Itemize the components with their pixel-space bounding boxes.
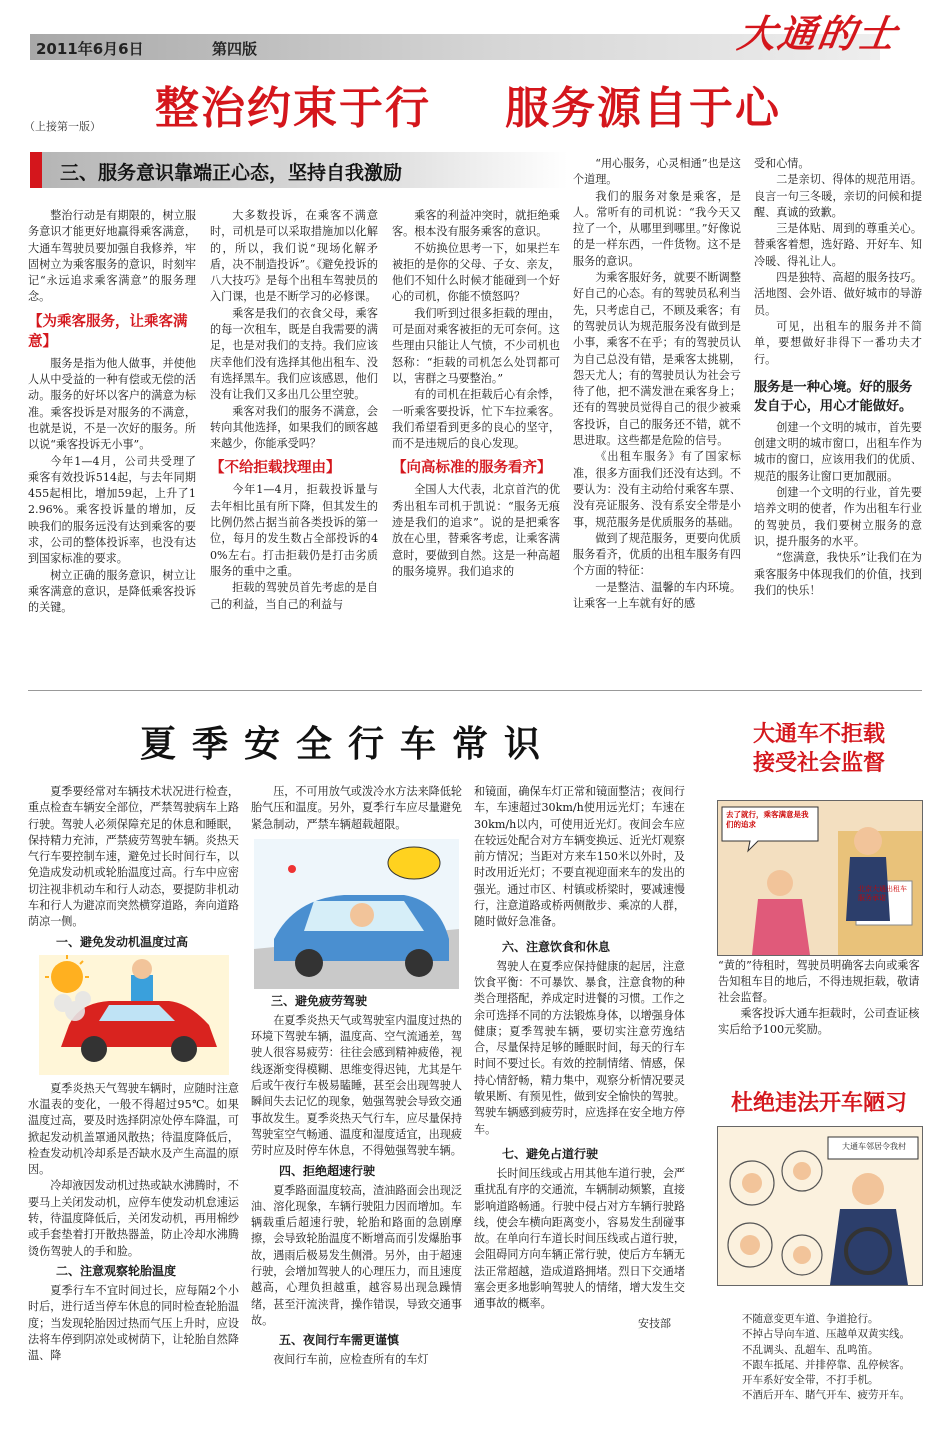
headline-left: 整治约束于行 bbox=[155, 83, 431, 134]
paragraph: 驾驶人在夏季应保持健康的起居，注意饮食平衡：不可暴饮、暴食，注意食物的种类合理搭配，养成定时进餐的习惯。工作之余可选择不同的方法锻炼身体，以增强身体健康；夏季驾驶车辆，要切实注意劳逸结合，尽量保持足够的睡眠时间，每天的行车时间不要过长。有效的控制情绪、情感，保持心情舒畅，精力集中，观察分析情况要灵敏果断、有预见性，做到安全愉快的驾驶。驾驶车辆感到疲劳时，应选择在安全地方停车。 bbox=[474, 959, 685, 1136]
paragraph: 为乘客服好务，就要不断调整好自己的心态。有的驾驶员私利当先，只考虑自己，不顾及乘客；有的驾驶员认为规范服务没有做到是小事，乘客不在乎；有的驾驶员认为自己总没有错，是乘客太挑剔，怨天尤人；有的驾驶员认为社会亏待了他，把不满发泄在乘客身上；还有的驾驶员觉得自己的很少被乘客投诉，自己的服务还不错，就不思进取。这些都是危险的信号。 bbox=[573, 271, 741, 448]
paragraph: “您满意，我快乐”让我们在为乘客服务中体现我们的价值，找到我们的快乐！ bbox=[754, 551, 922, 597]
section-title: 三、服务意识靠端正心态，坚持自我激励 bbox=[60, 162, 403, 184]
person-head bbox=[132, 959, 152, 979]
paragraph: 和镜面，确保车灯正常和镜面整洁；夜间行车，车速超过30km/h使用远光灯；车速在30km/h以内，可使用近光灯。夜间会车应在较远处配合对方车辆变换远、近光灯观察前方情况；当距对方来车150米以外时，及时改用近光灯；不要直视迎面来车的发出的强光。通过市区、村镇或桥梁时，要减速慢行，注意道路或桥两侧散步、乘凉的人群，随时做好急准备。 bbox=[474, 785, 685, 929]
paragraph: 在夏季炎热天气或驾驶室内温度过热的环境下驾驶车辆，温度高、空气流通差，驾驶人很容易疲劳：往往会感到精神疲倦，视线逐渐变得模糊、思维变得迟钝，尤其是午后或午夜行车极易瞌睡，甚至会出现驾驶人瞬间失去记忆的现象，勉强驾驶会导致交通事故发生。夏季炎热天气行车，应尽量保持驾驶室空气畅通、温度和湿度适宜，出现疲劳时应及时停车休息，不得勉强驾驶车辆。 bbox=[251, 1013, 462, 1158]
paragraph: 夜间行车前，应检查所有的车灯 bbox=[273, 1353, 429, 1367]
paragraph: 压，不可用放气或泼冷水方法来降低轮胎气压和温度。另外，夏季行车应尽量避免紧急制动，严禁车辆超载超限。 bbox=[251, 785, 462, 831]
article1-column-4 bbox=[573, 156, 741, 668]
rule-item: 开车系好安全带，不打手机。 bbox=[742, 1374, 879, 1387]
rule-item: 不随意变更车道、争道抢行。 bbox=[742, 1313, 879, 1325]
paragraph: 夏季要经常对车辆技术状况进行检查，重点检查车辆安全部位，严禁驾驶病车上路行驶。驾驶人必须保障充足的休息和睡眠，保持精力充沛，严禁疲劳驾驶车辆。炎热天气行车要控制车速，避免过长时间行车，以免造成发动机或轮胎温度过高。行车中应密切注视非机动车和行人动态，要提防非机动车和行人为避凉而突然横穿道路，奔向道路荫凉一侧。 bbox=[28, 785, 239, 929]
paragraph: 创建一个文明的城市，首先要创建文明的城市窗口，出租车作为城市的窗口，应该用我们的优质、规范的服务让窗口更加靓丽。 bbox=[754, 420, 922, 483]
driver-head bbox=[350, 903, 374, 927]
paragraph: 二是亲切、得体的规范用语。良言一句三冬暖，亲切的问候和提醒、真诚的致歉。 bbox=[754, 173, 922, 219]
subheading: 二、注意观察轮胎温度 bbox=[56, 1263, 177, 1278]
rule-item: 不跟车抵尾、并排停靠、乱停候客。 bbox=[742, 1358, 910, 1371]
subheading: 三、避免疲劳驾驶 bbox=[271, 993, 368, 1008]
section-banner bbox=[30, 152, 568, 188]
article1-column-2 bbox=[210, 208, 378, 668]
paragraph: 夏季炎热天气驾驶车辆时，应随时注意水温表的变化，一般不得超过95℃。如果温度过高，要及时选择阴凉处停车降温，可掀起发动机盖罩通风散热；待温度降低后，检查发动机冷却系是否缺水及产生高温的原因。 bbox=[28, 1081, 239, 1177]
subheading-red: 【向高标准的服务看齐】 bbox=[392, 460, 552, 477]
paragraph: 有的司机在拒载后心有余悸，一听乘客要投诉，忙下车拉乘客。我们希望看到更多的良心的坚守，而不是违规后的良心发现。 bbox=[392, 388, 560, 451]
paragraph: 服务是指为他人做事，并使他人从中受益的一种有偿或无偿的活动。服务的好坏以客户的满意为标准。乘客投诉是对服务的不满意，也就是说，不是一次好的服务。所以说“乘客投诉无小事”。 bbox=[28, 356, 196, 452]
article2-column-1 bbox=[28, 784, 239, 1406]
rule-item: 不酒后开车、賭气开车、疲劳开车。 bbox=[742, 1389, 910, 1402]
paragraph: 创建一个文明的行业，首先要培养文明的使者，作为出租车行业的驾驶员，我们要树立服务的意识，提升服务的水平。 bbox=[754, 486, 922, 548]
issue-date: 2011年6月6日 bbox=[36, 40, 144, 58]
paragraph: 今年1—4月，拒载投诉量与去年相比虽有所下降，但其发生的比例仍然占据当前各类投诉的第一位，每月的发生数占全部投诉的40%左右。打击拒载仍是打击劣质服务的重中之重。 bbox=[210, 483, 378, 578]
caption-text: “黄的”待租时，驾驶员明确客去向或乘客告知租车目的地后，不得违规拒载，敬请社会监督。 bbox=[718, 959, 920, 1004]
paragraph: 可见，出租车的服务并不简单，要想做好非得下一番功夫才行。 bbox=[754, 319, 922, 366]
paragraph: 我们的服务对象是乘客，是人。常听有的司机说：“我今天又拉了一个，从哪里到哪里。”好像说的是一样东西，一件货物。这不是服务的意识。 bbox=[573, 189, 741, 268]
sidebar-title-2: 杜绝违法开车陋习 bbox=[730, 1090, 907, 1116]
article2-title: 夏季安全行车常识 bbox=[140, 724, 557, 765]
paragraph: 夏季路面温度较高，渣油路面会出现泛油、溶化现象，车辆行驶阻力因而增加。车辆载重后超速行驶，轮胎和路面的急剧摩擦，会导致轮胎温度不断增高而引发爆胎事故，遇雨后极易发生侧滑。另外，由于超速行驶，会增加驾驶人的心理压力，而且速度越高，心理负担越重，越容易出现急躁情绪，甚至汗流浃背，操作错误，导致交通事故。 bbox=[251, 1183, 462, 1327]
subheading: 五、夜间行车需更谨慎 bbox=[279, 1333, 400, 1348]
subheading: 四、拒绝超速行驶 bbox=[279, 1163, 376, 1178]
paragraph: 夏季行车不宜时间过长，应每隔2个小时后，进行适当停车休息的同时检查轮胎温度；当发现轮胎因过热而气压上升时，应设法将车停到阴凉处或树荫下，让轮胎自然降温、降 bbox=[28, 1283, 239, 1363]
sleepy-driver-illustration bbox=[254, 839, 459, 989]
overheated-car-illustration bbox=[39, 955, 229, 1075]
subheading-red: 【不给拒载找理由】 bbox=[210, 460, 341, 477]
article2-column-3 bbox=[474, 784, 685, 1406]
paragraph: 冷却液因发动机过热或缺水沸腾时，不要马上关闭发动机，应停车使发动机怠速运转，待温度降低后，关闭发动机，再用棉纱或手套垫着打开散热器盖，防止冷却水沸腾烫伤驾驶人的手和脸。 bbox=[28, 1179, 239, 1258]
paragraph: 乘客的利益冲突时，就拒绝乘客。根本没有服务乘客的意识。 bbox=[392, 209, 560, 239]
paragraph: 今年1—4月，公司共受理了乘客有效投诉514起，与去年同期455起相比，增加59起，上升了12.96%。乘客投诉量的增加，反映我们的服务远没有达到乘客的要求，公司的整体投诉率，也没有达到国家标准的要求。 bbox=[28, 454, 196, 566]
passenger-body bbox=[752, 899, 810, 955]
signature: 安技部 bbox=[638, 1316, 671, 1330]
paragraph: 全国人大代表，北京首汽的优秀出租车司机于凯说：“服务无痕迹是我们的追求”。说的是把乘客放在心里，替乘客考虑，让乘客满意时，要做到自然。这是一种高超的服务境界。我们追求的 bbox=[392, 483, 560, 578]
cartoon-sign-text: 北京大通出租车服务承诺 bbox=[858, 885, 907, 902]
cartoon-speech-text: 去了就行，乘客满意是我们的追求 bbox=[726, 810, 809, 829]
rules-list bbox=[742, 1312, 922, 1404]
car-wheel bbox=[405, 949, 433, 977]
paragraph: “用心服务，心灵相通”也是这个道理。 bbox=[573, 157, 741, 187]
subheading: 六、注意饮食和休息 bbox=[502, 939, 611, 954]
warning-icon bbox=[288, 865, 296, 873]
paragraph: 拒载的驾驶员首先考虑的是自己的利益，当自己的利益与 bbox=[210, 581, 378, 611]
paragraph: 大多数投诉，在乘客不满意时，司机是可以采取措施加以化解的，所以，我们说“现场化解矛盾，决不制造投诉”。《避免投诉的八大技巧》是每个出租车驾驶员的入门课，也是不断学习的必修课。 bbox=[210, 209, 378, 304]
headline-right: 服务源自于心 bbox=[505, 83, 781, 134]
paragraph: 受和心情。 bbox=[754, 157, 810, 170]
subheading: 一、避免发动机温度过高 bbox=[56, 934, 189, 949]
subheading-bold: 服务是一种心境。好的服务发自于心，用心才能做好。 bbox=[754, 379, 913, 414]
cartoon-refusal bbox=[717, 800, 923, 956]
passenger-head bbox=[767, 870, 793, 896]
sidebar-title-1-line-2: 接受社会监督 bbox=[752, 750, 885, 776]
sidebar-title-1 bbox=[716, 720, 922, 778]
paragraph: 不妨换位思考一下，如果拦车被拒的是你的父母、子女、亲友，他们不知什么时候才能碰到一个好心的司机，你能不愤怒吗？ bbox=[392, 241, 560, 304]
cartoon-habits bbox=[717, 1126, 923, 1286]
continued-note: （上接第一版） bbox=[24, 120, 101, 133]
sidebar-caption-1 bbox=[718, 958, 922, 1038]
car-wheel bbox=[171, 1036, 197, 1062]
rule-item: 不掉占导向车道、压越单双黄实线。 bbox=[742, 1328, 910, 1341]
subheading: 七、避免占道行驶 bbox=[502, 1146, 599, 1161]
paragraph: 树立正确的服务意识，树立让乘客满意的意识，是降低乘客投诉的关键。 bbox=[28, 568, 196, 615]
page-number: 第四版 bbox=[212, 40, 258, 58]
sidebar-title-1-line-1: 大通车不拒载 bbox=[752, 721, 885, 747]
article2-column-2 bbox=[251, 784, 462, 1406]
subheading-red: 【为乘客服务，让乘客满意】 bbox=[28, 313, 188, 350]
article1-column-3 bbox=[392, 208, 560, 668]
driver-head bbox=[852, 1173, 884, 1205]
paragraph: 三是体贴、周到的尊重关心。替乘客着想，选好路、开好车、知冷暖、得礼让人。 bbox=[754, 222, 922, 268]
paragraph: 乘客对我们的服务不满意，会转向其他选择，如果我们的顾客越来越少，你能承受吗？ bbox=[210, 404, 378, 451]
section-banner-marker bbox=[30, 152, 42, 188]
article1-column-5 bbox=[754, 156, 922, 668]
sun-icon bbox=[51, 961, 83, 993]
paragraph: 整治行动是有期限的，树立服务意识才能更好地赢得乘客满意，大通车驾驶员要加强自我修养，牢固树立为乘客服务的意识，时刻牢记“永远追求乘客满意”的服务理念。 bbox=[28, 209, 196, 304]
caption-text: 乘客投诉大通车拒载时，公司查证核实后给予100元奖励。 bbox=[718, 1007, 920, 1036]
masthead-logo: 大通的士 bbox=[734, 11, 902, 56]
paragraph: 乘客是我们的衣食父母，乘客的每一次租车，既是自我需要的满足，也是对我们的支持。我们应该庆幸他们没有选择其他出租车、没有选择黑车。我们应该感恩，他们没有让我们又多出几公里空驶。 bbox=[210, 306, 378, 402]
paragraph: 《出租车服务》有了国家标准，很多方面我们还没有达到。不要认为：没有主动给付乘客车票、没有亮证服务、没有系安全带是小事，规范服务是优质服务的基础。 bbox=[573, 450, 741, 529]
paragraph: 长时间压线或占用其他车道行驶，会严重扰乱有序的交通流，车辆制动频繁，直接影响道路畅通。行驶中侵占对方车辆行驶路线，使会车横向距离变小，容易发生刮碰事故。在单向行车道长时间压线或占道行驶，会阻碍同方向车辆正常行驶，使后方车辆无法正常超越，造成道路拥堵。烈日下交通堵塞会更多地影响驾驶人的情绪，增大发生交通事故的概率。 bbox=[474, 1166, 685, 1311]
car-wheel bbox=[295, 949, 323, 977]
rule-item: 不乱调头、乱超车、乱鸣笛。 bbox=[742, 1343, 879, 1356]
paragraph: 四是独特、高超的服务技巧。活地图、会外语、做好城市的导游员。 bbox=[754, 271, 922, 317]
cloud-bubble bbox=[388, 847, 440, 879]
paragraph: 我们听到过很多拒载的理由，可是面对乘客被拒的无可奈何。这些理由只能让人气愤，不少司机也怒称：“拒载的司机怎么处罚都可以，害群之马要整治。” bbox=[392, 306, 560, 385]
paragraph: 做到了规范服务，更要向优质服务看齐，优质的出租车服务有四个方面的特征： bbox=[573, 531, 741, 578]
section-divider bbox=[28, 690, 922, 691]
paragraph: 一是整洁、温馨的车内环境。让乘客一上车就有好的感 bbox=[573, 580, 741, 611]
article1-column-1 bbox=[28, 208, 196, 668]
driver-head bbox=[854, 827, 882, 855]
cartoon-sign-text: 大通车邻居令我村 bbox=[842, 1142, 906, 1151]
car-wheel bbox=[81, 1036, 107, 1062]
